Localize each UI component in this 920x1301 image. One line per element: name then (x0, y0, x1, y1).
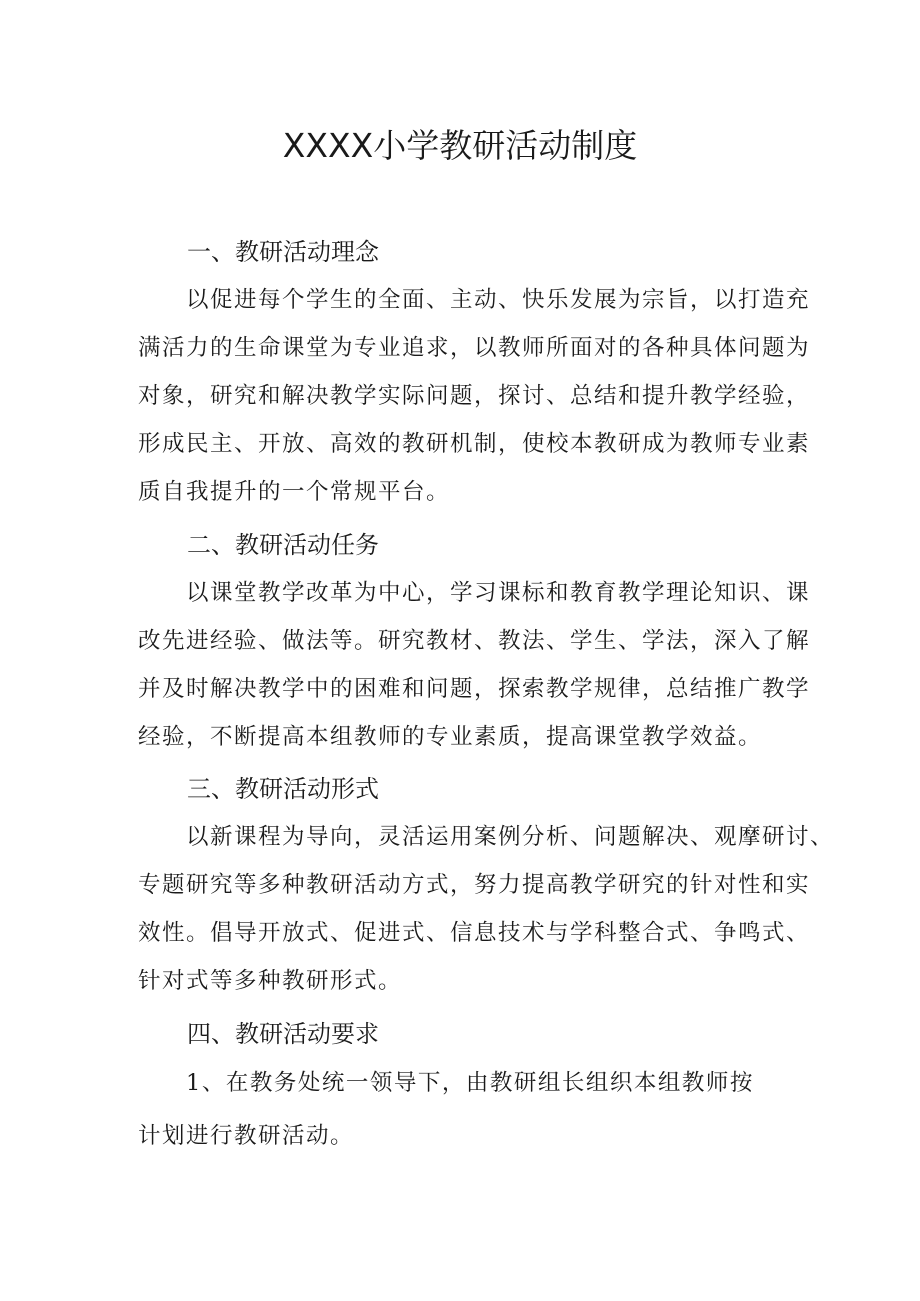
section-heading-1: 一、教研活动理念 (187, 238, 379, 266)
section-heading-3: 三、教研活动形式 (187, 775, 379, 803)
paragraph-line: 以新课程为导向，灵活运用案例分析、问题解决、观摩研讨、 (186, 824, 835, 850)
paragraph-line: 1、在教务处统一领导下，由教研组长组织本组教师按 (186, 1070, 754, 1096)
paragraph-line: 计划进行教研活动。 (138, 1123, 355, 1149)
section-heading-4: 四、教研活动要求 (187, 1020, 379, 1048)
section-heading-2: 二、教研活动任务 (187, 531, 379, 559)
paragraph-line: 并及时解决教学中的困难和问题，探索教学规律，总结推广教学 (138, 676, 811, 702)
paragraph-line: 以课堂教学改革为中心，学习课标和教育教学理论知识、课 (186, 580, 811, 606)
paragraph-line: 以促进每个学生的全面、主动、快乐发展为宗旨，以打造充 (186, 287, 811, 313)
paragraph-line: 针对式等多种教研形式。 (138, 968, 403, 994)
paragraph-line: 形成民主、开放、高效的教研机制，使校本教研成为教师专业素 (138, 431, 811, 457)
paragraph-line: 对象，研究和解决教学实际问题，探讨、总结和提升教学经验， (138, 383, 811, 409)
document-title: XXXX小学教研活动制度 (282, 126, 638, 165)
paragraph-line: 效性。倡导开放式、促进式、信息技术与学科整合式、争鸣式、 (138, 920, 811, 946)
paragraph-line: 满活力的生命课堂为专业追求，以教师所面对的各种具体问题为 (138, 335, 811, 361)
paragraph-line: 质自我提升的一个常规平台。 (138, 479, 451, 505)
paragraph-line: 专题研究等多种教研活动方式，努力提高教学研究的针对性和实 (138, 872, 811, 898)
paragraph-line: 改先进经验、做法等。研究教材、教法、学生、学法，深入了解 (138, 628, 811, 654)
paragraph-line: 经验，不断提高本组教师的专业素质，提高课堂教学效益。 (138, 724, 763, 750)
